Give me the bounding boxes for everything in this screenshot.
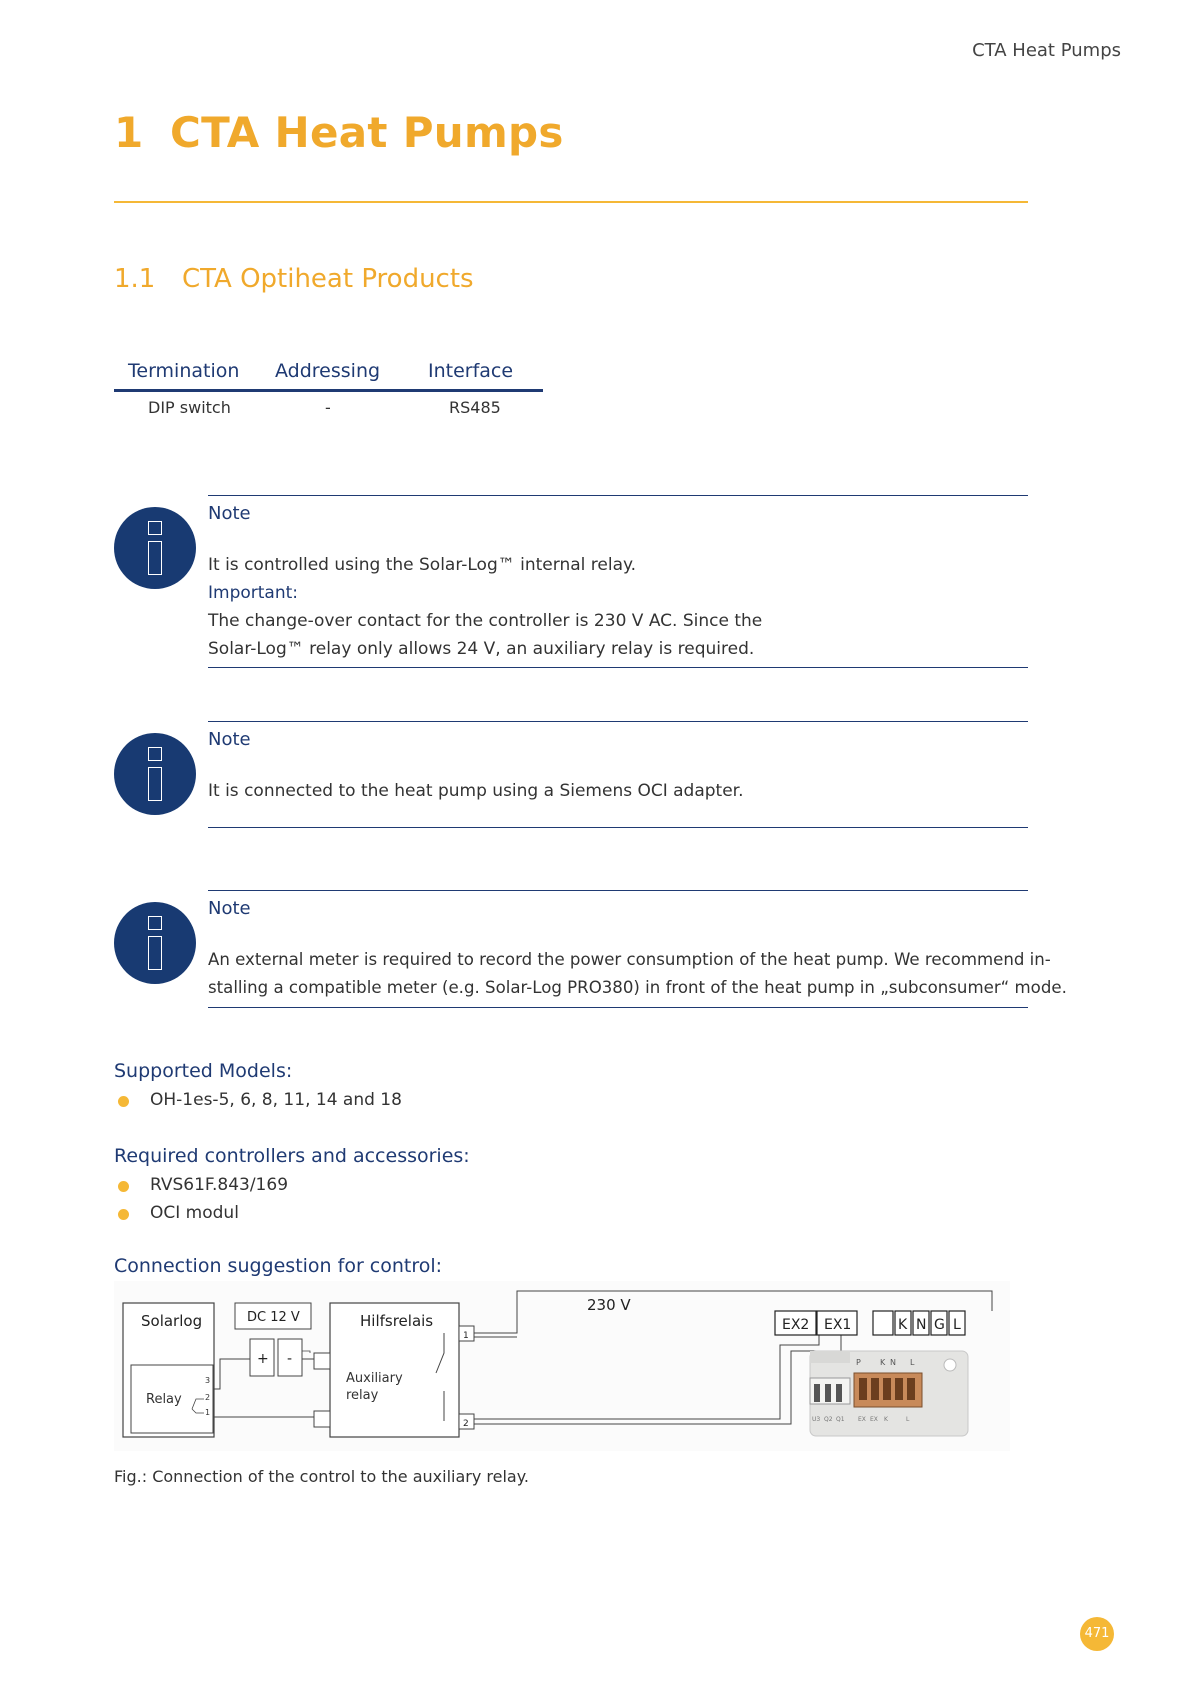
note-1-title: Note [208,503,251,524]
hilfsrelais-label: Hilfsrelais [360,1312,434,1330]
aux-coil-terminal-bottom [314,1411,330,1427]
info-icon [114,902,196,984]
voltage-label: 230 V [587,1296,631,1314]
device-bottom-label-ex-1: EX [858,1416,866,1423]
aux-terminal-1-label: 1 [463,1331,469,1341]
blank-terminal [873,1311,893,1335]
device-top-label-l: L [910,1358,915,1367]
spec-header-termination: Termination [128,360,240,382]
dc-minus: - [287,1351,293,1367]
device-bottom-label-u3: U3 [812,1416,821,1423]
note-2-title: Note [208,729,251,750]
note-3-line-2: stalling a compatible meter (e.g. Solar-Log PRO380) in front of the heat pump in „subconsumer“ mode. [208,978,1067,997]
chapter-number: 1 [114,108,144,157]
page-number: 471 [1080,1617,1114,1651]
device-top-label-n: N [890,1358,896,1367]
bullet-icon [118,1181,129,1192]
spec-value-interface: RS485 [449,398,501,417]
note-1-important-line-2: Solar-Log™ relay only allows 24 V, an auxiliary relay is required. [208,639,755,659]
note-2-text: It is connected to the heat pump using a Siemens OCI adapter. [208,781,744,801]
spec-header-addressing: Addressing [275,360,381,382]
terminal-n-label: N [916,1317,927,1333]
ex1-label: EX1 [824,1317,852,1333]
note-1-text: It is controlled using the Solar-Log™ internal relay. [208,555,637,575]
required-title: Required controllers and accessories: [114,1145,470,1167]
device-top-label-k: K [880,1358,886,1367]
aux-terminal-2-label: 2 [463,1419,469,1429]
info-icon [114,733,196,815]
device-bottom-label-l: L [906,1416,910,1423]
relay-label: Relay [146,1392,182,1407]
section-title: CTA Optiheat Products [182,264,474,294]
note-1-bottom-rule [208,667,1028,668]
required-item-1: RVS61F.843/169 [150,1175,289,1195]
dc-plus: + [257,1351,269,1367]
wiring-diagram [114,1281,1010,1451]
device-bottom-label-q2: Q2 [824,1416,833,1423]
terminal-g-label: G [934,1317,945,1333]
bullet-icon [118,1209,129,1220]
device-bottom-label-q1: Q1 [836,1416,845,1423]
note-3-top-rule [208,890,1028,891]
dc-label: DC 12 V [247,1310,300,1325]
section-number: 1.1 [114,264,156,294]
note-1-top-rule [208,495,1028,496]
aux-coil-terminal-top [314,1353,330,1369]
connection-title: Connection suggestion for control: [114,1255,443,1277]
note-3-title: Note [208,898,251,919]
note-3-bottom-rule [208,1007,1028,1008]
aux-label-1: Auxiliary [346,1371,403,1386]
running-header: CTA Heat Pumps [972,40,1121,61]
info-icon [114,507,196,589]
supported-model-item: OH-1es-5, 6, 8, 11, 14 and 18 [150,1090,402,1110]
aux-label-2: relay [346,1388,379,1403]
spec-value-termination: DIP switch [148,398,231,417]
spec-header-interface: Interface [428,360,514,382]
relay-pin-3: 3 [205,1376,211,1385]
section-heading [114,264,474,294]
supported-models-title: Supported Models: [114,1060,293,1082]
bullet-icon [118,1096,129,1107]
spec-table-rule [114,389,543,392]
relay-pin-1: 1 [205,1408,211,1417]
device-top-label-p: P [856,1358,861,1367]
figure-caption: Fig.: Connection of the control to the auxiliary relay. [114,1467,529,1486]
controller-device-photo [810,1351,968,1436]
terminal-l-label: L [953,1317,961,1333]
terminal-k-label: K [898,1317,908,1333]
chapter-divider [114,201,1028,203]
ex2-label: EX2 [782,1317,810,1333]
device-bottom-label-k: K [884,1416,888,1423]
chapter-title: CTA Heat Pumps [170,108,564,157]
spec-value-addressing: - [325,398,331,417]
solarlog-label: Solarlog [141,1312,203,1330]
note-1-important-line-1: The change-over contact for the controller is 230 V AC. Since the [208,611,763,631]
device-bottom-label-ex-2: EX [870,1416,878,1423]
relay-pin-2: 2 [205,1393,211,1402]
note-1-important-label: Important: [208,583,299,603]
chapter-heading [114,108,564,157]
note-3-line-1: An external meter is required to record the power consumption of the heat pump. We recommend in- [208,950,1051,969]
required-item-2: OCI modul [150,1203,239,1223]
note-2-bottom-rule [208,827,1028,828]
note-2-top-rule [208,721,1028,722]
